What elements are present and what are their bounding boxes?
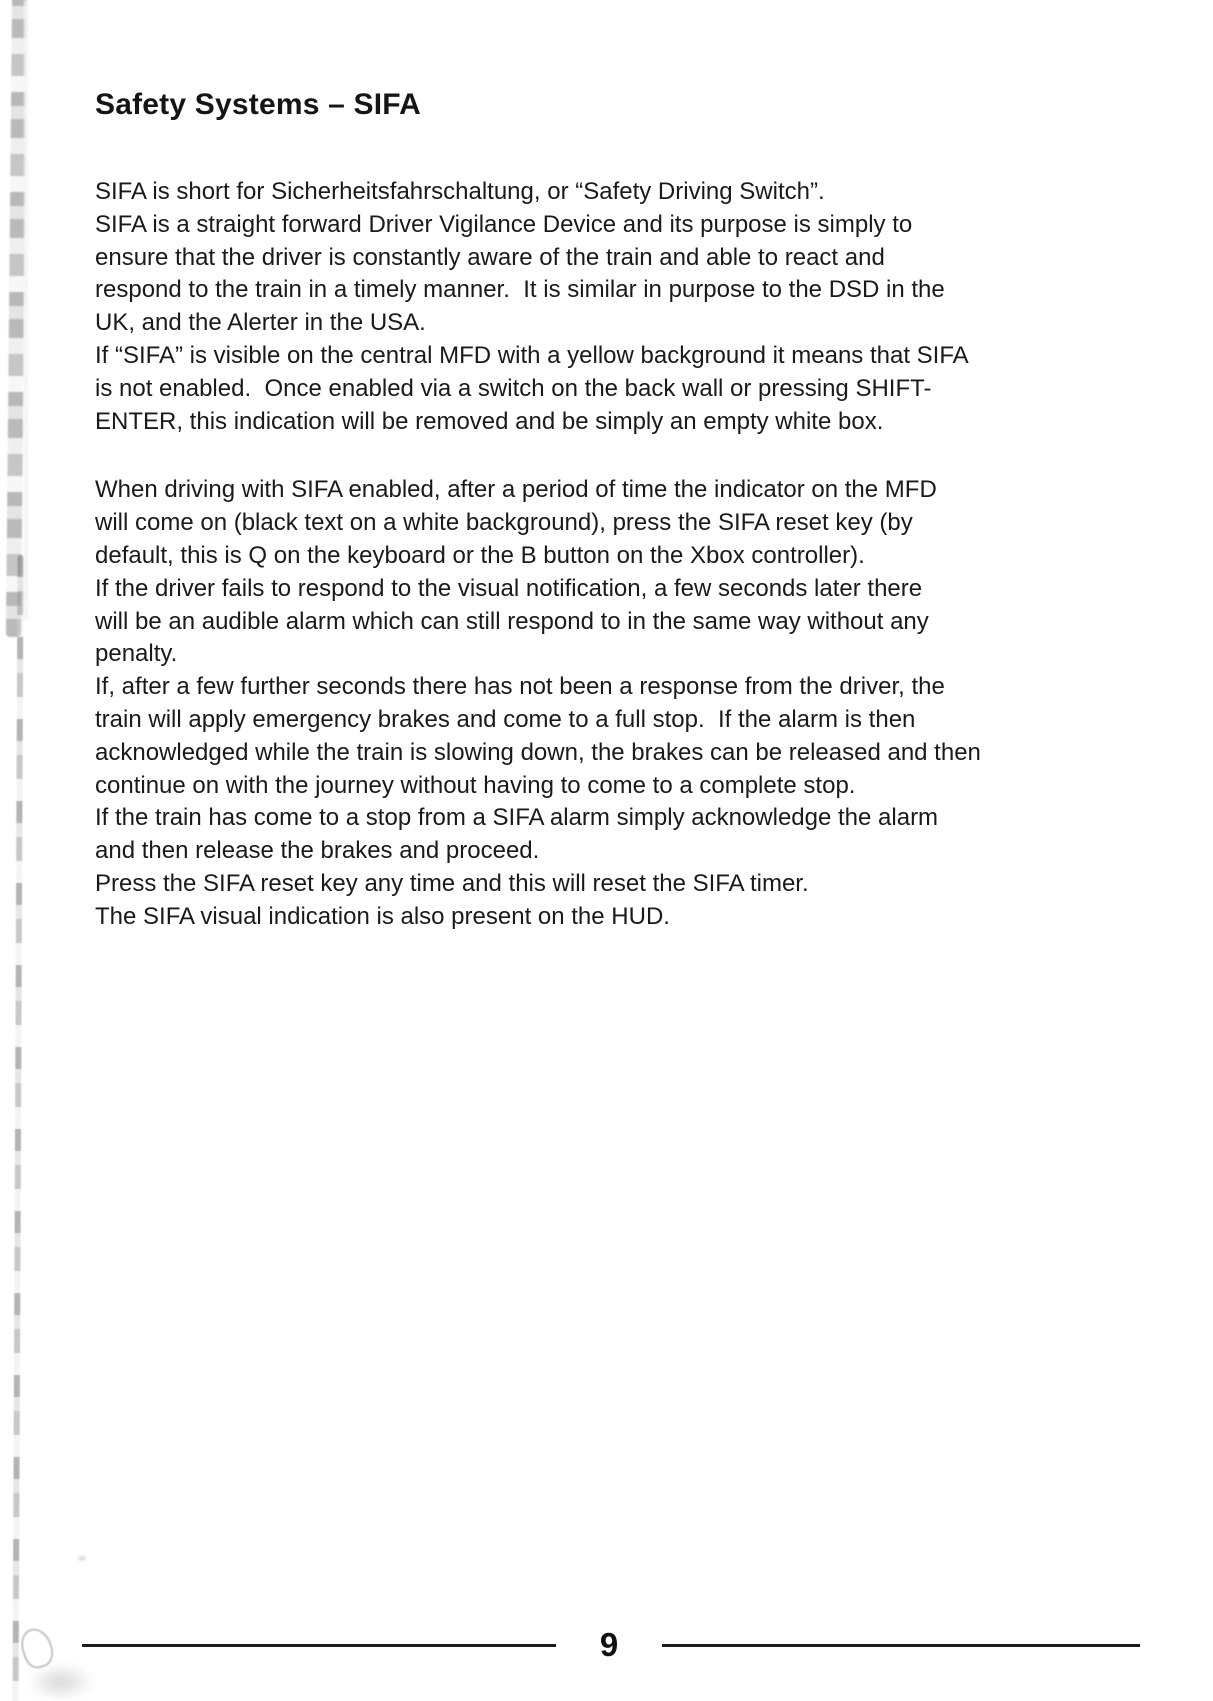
scan-crease-highlight — [24, 0, 28, 620]
text-line: default, this is Q on the keyboard or the B button on the Xbox controller). — [95, 541, 865, 569]
scan-crease-streak-top — [6, 0, 27, 637]
text-line: train will apply emergency brakes and come to a full stop. If the alarm is then — [95, 705, 916, 733]
text-line: If “SIFA” is visible on the central MFD with a yellow background it means that SIFA — [95, 341, 969, 369]
text-line: penalty. — [95, 640, 178, 668]
scan-crease-streak-bottom — [12, 555, 23, 1701]
text-line: The SIFA visual indication is also present on the HUD. — [95, 902, 670, 930]
text-line: If the driver fails to respond to the visual notification, a few seconds later there — [95, 574, 923, 602]
text-line: will be an audible alarm which can still respond to in the same way without any — [95, 607, 929, 635]
text-line: respond to the train in a timely manner. It is similar in purpose to the DSD in the — [95, 276, 945, 304]
text-line: Press the SIFA reset key any time and this will reset the SIFA timer. — [95, 869, 809, 897]
text-line: SIFA is short for Sicherheitsfahrschaltung, or “Safety Driving Switch”. — [95, 178, 825, 205]
page-title: Safety Systems – SIFA — [95, 88, 422, 121]
page-number: 9 — [599, 1626, 619, 1663]
scan-fleck — [78, 1556, 86, 1561]
footer-rule-left — [82, 1644, 556, 1647]
scan-smudge — [26, 1662, 96, 1701]
text-line: acknowledged while the train is slowing down, the brakes can be released and then — [95, 738, 981, 766]
text-line: ENTER, this indication will be removed and be simply an empty white box. — [95, 407, 884, 435]
paragraph-1 — [95, 176, 1155, 438]
text-line: continue on with the journey without having to come to a complete stop. — [95, 771, 856, 799]
scan-loop-mark — [17, 1624, 58, 1671]
text-line: is not enabled. Once enabled via a switch on the back wall or pressing SHIFT- — [95, 374, 932, 402]
paragraph-2 — [95, 474, 1155, 933]
footer-rule-right — [662, 1644, 1140, 1647]
text-line: will come on (black text on a white background), press the SIFA reset key (by — [95, 509, 913, 537]
text-line: If the train has come to a stop from a SIFA alarm simply acknowledge the alarm — [95, 804, 939, 832]
text-line: and then release the brakes and proceed. — [95, 837, 540, 865]
text-line: SIFA is a straight forward Driver Vigilance Device and its purpose is simply to — [95, 210, 913, 238]
text-line: If, after a few further seconds there has not been a response from the driver, the — [95, 673, 945, 701]
body-text — [95, 176, 1155, 934]
text-line: UK, and the Alerter in the USA. — [95, 309, 426, 337]
text-line: When driving with SIFA enabled, after a period of time the indicator on the MFD — [95, 476, 937, 504]
text-line: ensure that the driver is constantly aware of the train and able to react and — [95, 243, 885, 271]
